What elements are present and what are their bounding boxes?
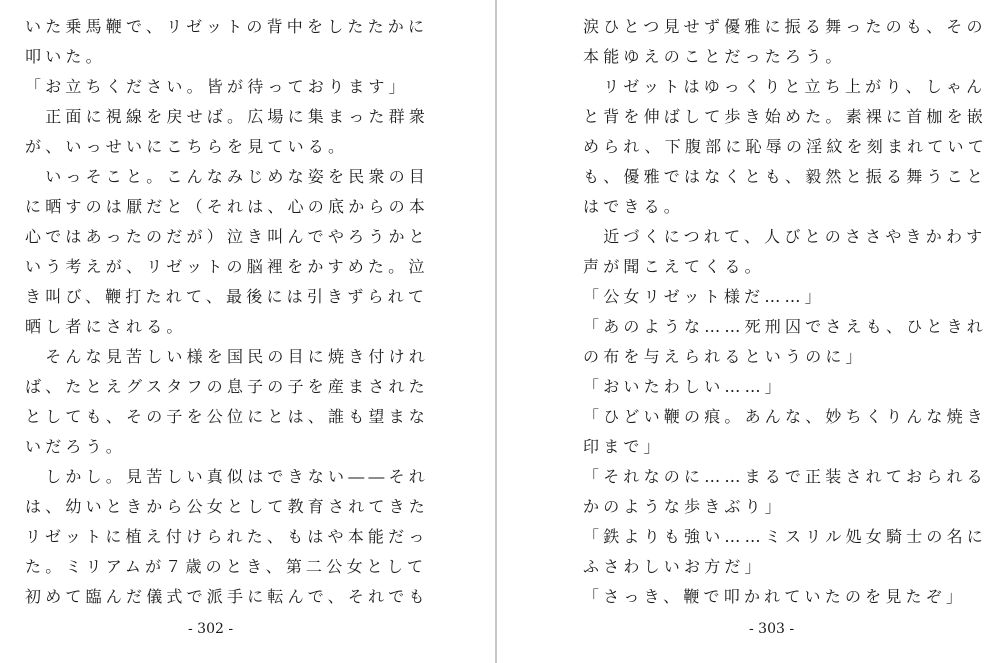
text-line: も、優雅ではなくとも、毅然と振る舞うこと	[583, 167, 988, 186]
left-page-text	[25, 12, 430, 612]
text-line: 正面に視線を戻せば。広場に集まった群衆	[25, 107, 430, 126]
text-line: 「さっき、鞭で叩かれていたのを見たぞ」	[583, 587, 967, 606]
text-line: 「それなのに……まるで正装されておられる	[583, 467, 987, 486]
text-line: いだろう。	[25, 437, 127, 456]
text-line: 「鉄よりも強い……ミスリル処女騎士の名に	[583, 527, 988, 546]
right-page-text	[583, 12, 988, 612]
text-line: いう考えが、リゼットの脳裡をかすめた。泣	[25, 257, 429, 276]
text-line: はできる。	[583, 197, 685, 216]
text-line: 「お立ちください。皆が待っております」	[25, 77, 409, 96]
text-line: リゼットに植え付けられた、もはや本能だっ	[25, 527, 429, 546]
text-line: と背を伸ばして歩き始めた。素裸に首枷を嵌	[583, 107, 988, 126]
text-line: いっそこと。こんなみじめな姿を民衆の目	[25, 167, 430, 186]
text-line: た。ミリアムが７歳のとき、第二公女として	[25, 557, 428, 576]
text-line: き叫び、鞭打たれて、最後には引きずられて	[25, 287, 429, 306]
text-line: 近づくにつれて、人びとのささやきかわす	[583, 227, 987, 246]
text-line: 「あのような……死刑囚でさえも、ひときれ	[583, 317, 988, 336]
text-line: 声が聞こえてくる。	[583, 257, 765, 276]
page-number: - 302 -	[188, 621, 234, 637]
text-line: ば、たとえグスタフの息子の子を産まされた	[25, 377, 429, 396]
text-line: ふさわしいお方だ」	[583, 557, 765, 576]
page-number: - 303 -	[749, 621, 795, 637]
right-page	[497, 0, 1004, 663]
text-line: いた乗馬鞭で、リゼットの背中をしたたかに	[25, 17, 429, 36]
text-line: リゼットはゆっくりと立ち上がり、しゃん	[583, 77, 987, 96]
text-line: 「おいたわしい……」	[583, 377, 786, 396]
text-line: が、いっせいにこちらを見ている。	[25, 137, 349, 156]
text-line: に晒すのは厭だと（それは、心の底からの本	[25, 197, 430, 216]
text-line: しかし。見苦しい真似はできない――それ	[25, 467, 430, 486]
text-line: そんな見苦しい様を国民の目に焼き付けれ	[25, 347, 430, 366]
text-line: 叩いた。	[25, 47, 106, 66]
text-line: の布を与えられるというのに」	[583, 347, 866, 366]
text-line: 「ひどい鞭の痕。あんな、妙ちくりんな焼き	[583, 407, 988, 426]
text-line: められ、下腹部に恥辱の淫紋を刻まれていて	[583, 137, 988, 156]
text-line: 涙ひとつ見せず優雅に振る舞ったのも、その	[583, 17, 987, 36]
text-line: 本能ゆえのことだったろう。	[583, 47, 846, 66]
text-line: 晒し者にされる。	[25, 317, 187, 336]
text-line: かのような歩きぶり」	[583, 497, 786, 516]
text-line: は、幼いときから公女として教育されてきた	[25, 497, 430, 516]
text-line: 「公女リゼット様だ……」	[583, 287, 825, 306]
text-line: 印まで」	[583, 437, 664, 456]
text-line: としても、その子を公位にとは、誰も望まな	[25, 407, 430, 426]
text-line: 心ではあったのだが）泣き叫んでやろうかと	[25, 227, 429, 246]
left-page	[0, 0, 495, 663]
text-line: 初めて臨んだ儀式で派手に転んで、それでも	[25, 587, 429, 606]
